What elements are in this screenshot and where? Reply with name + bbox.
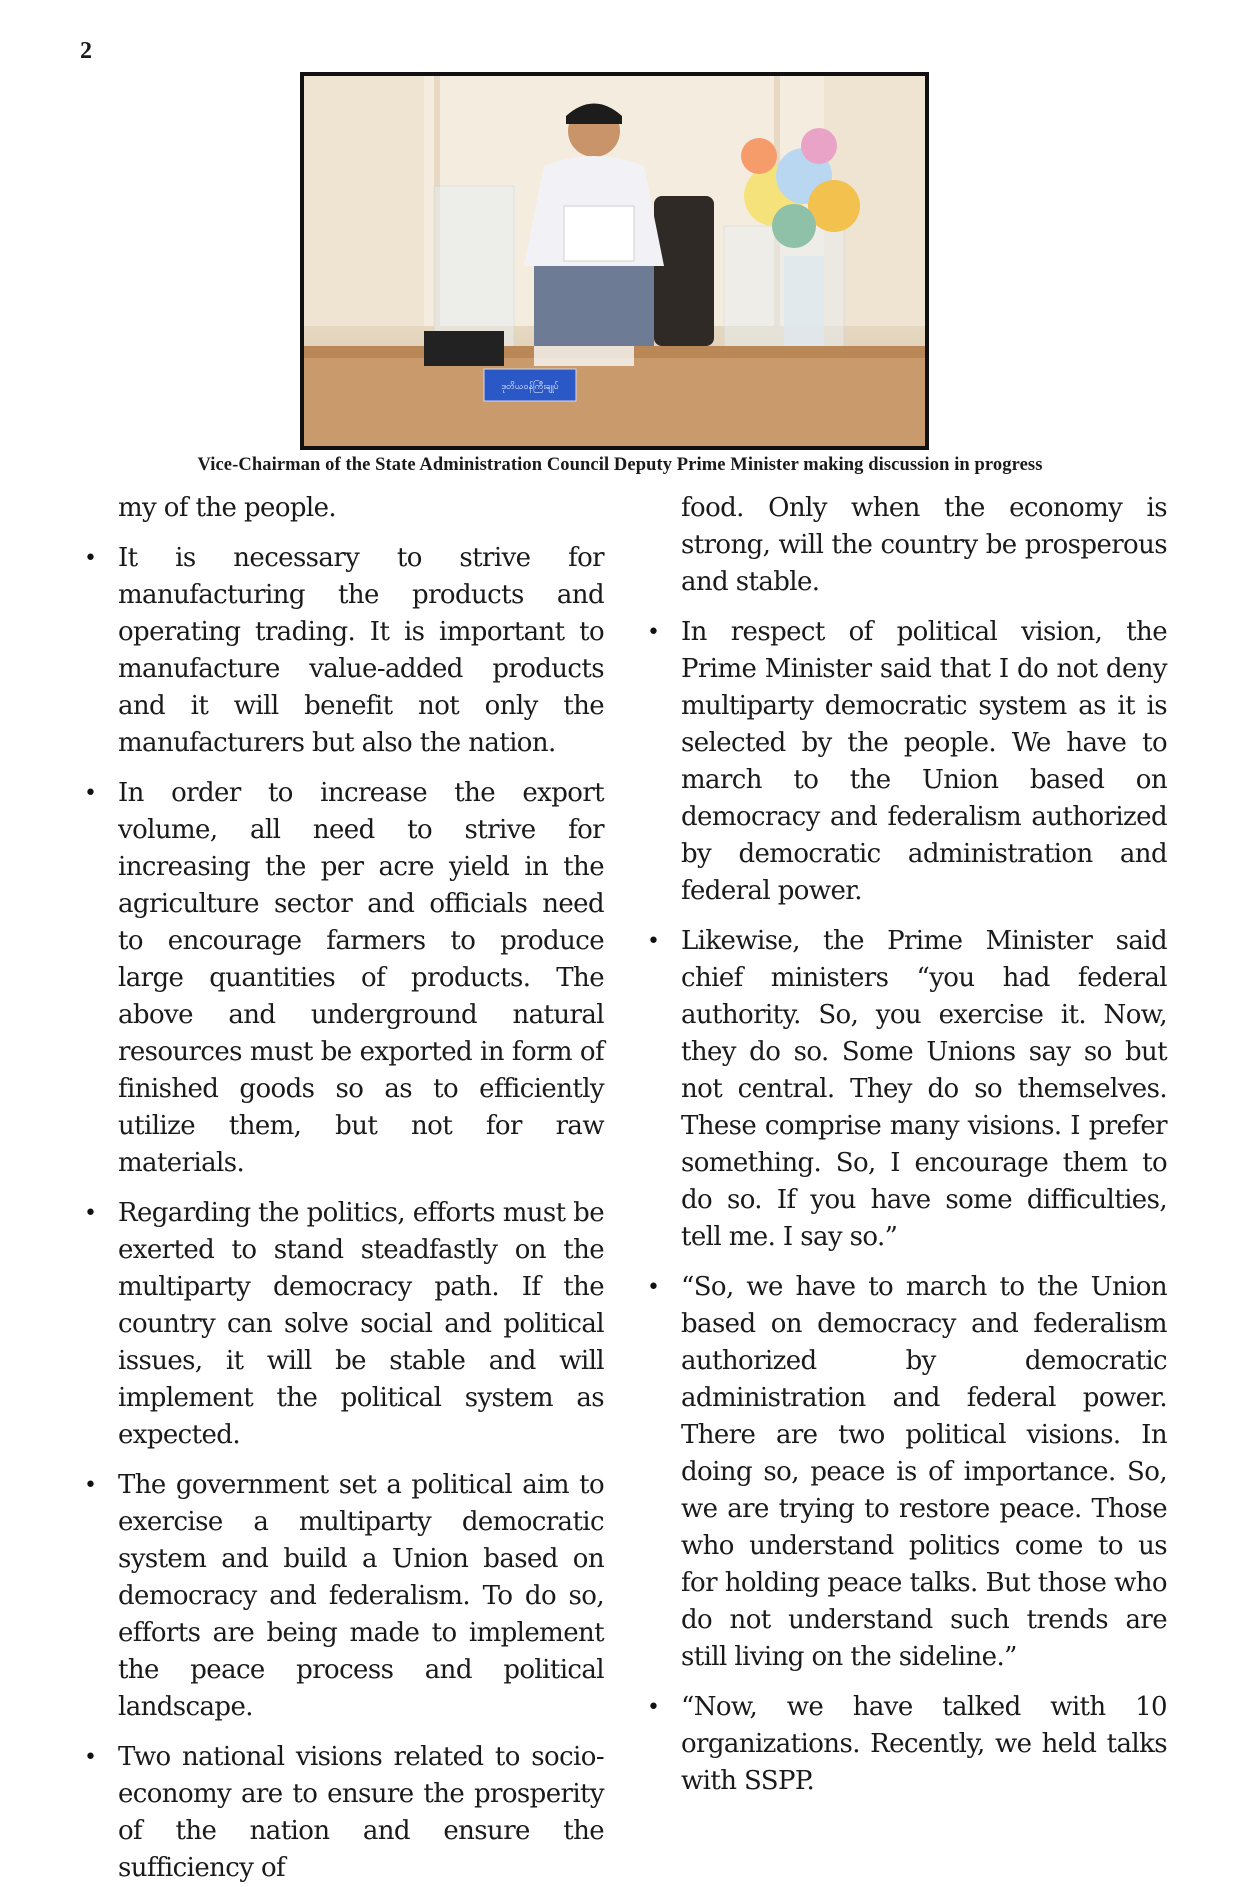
page-number: 2	[80, 38, 92, 64]
bullet-item: • Likewise, the Prime Minister said chief ministers “you had federal authority. So, you exercise it. Now, they do so. Some Unions say so but not central. They do so themselves. These comprise many visions. I prefer something. So, I encourage them to do so. If you have some difficulties, tell me. I say so.”	[681, 923, 1167, 1256]
photo-caption: Vice-Chairman of the State Administration Council Deputy Prime Minister making discussion in progress	[197, 455, 1043, 475]
bullet-item: • In order to increase the export volume, all need to strive for increasing the per acre yield in the agriculture sector and officials need to encourage farmers to produce large quantities of products. The above and underground natural resources must be exported in form of finished goods so as to efficiently utilize them, but not for raw materials.	[118, 775, 604, 1182]
bullet-item: • Regarding the politics, efforts must be exerted to stand steadfastly on the multiparty democracy path. If the country can solve social and political issues, it will be stable and will implement the political system as expected.	[118, 1195, 604, 1454]
bullet-item: • “Now, we have talked with 10 organizations. Recently, we held talks with SSPP.	[681, 1689, 1167, 1800]
left-continuation: my of the people.	[118, 493, 337, 523]
bullet-item: • Two national visions related to socio-economy are to ensure the prosperity of the nation and ensure the sufficiency of	[118, 1739, 604, 1887]
left-column	[118, 490, 604, 1887]
left-bullet-list	[118, 540, 604, 1887]
bullet-item: • The government set a political aim to exercise a multiparty democratic system and build a Union based on democracy and federalism. To do so, efforts are being made to implement the peace process and political landscape.	[118, 1467, 604, 1726]
bullet-item: • In respect of political vision, the Prime Minister said that I do not deny multiparty democratic system as it is selected by the people. We have to march to the Union based on democracy and federalism authorized by democratic administration and federal power.	[681, 614, 1167, 910]
bullet-item: • “So, we have to march to the Union based on democracy and federalism authorized by democratic administration and federal power. There are two political visions. In doing so, peace is of importance. So, we are trying to restore peace. Those who understand politics come to us for holding peace talks. But those who do not understand such trends are still living on the sideline.”	[681, 1269, 1167, 1676]
right-continuation: food. Only when the economy is strong, will the country be prosperous and stable.	[681, 493, 1167, 597]
nameplate: ဒုတိယဝန်ကြီးချုပ်	[501, 382, 559, 392]
bullet-item: • It is necessary to strive for manufacturing the products and operating trading. It is important to manufacture value-added products and it will benefit not only the manufacturers but also the nation.	[118, 540, 604, 762]
right-column	[681, 490, 1167, 1800]
photo-illustration	[304, 76, 925, 446]
news-photo	[300, 72, 929, 450]
right-bullet-list	[681, 614, 1167, 1800]
